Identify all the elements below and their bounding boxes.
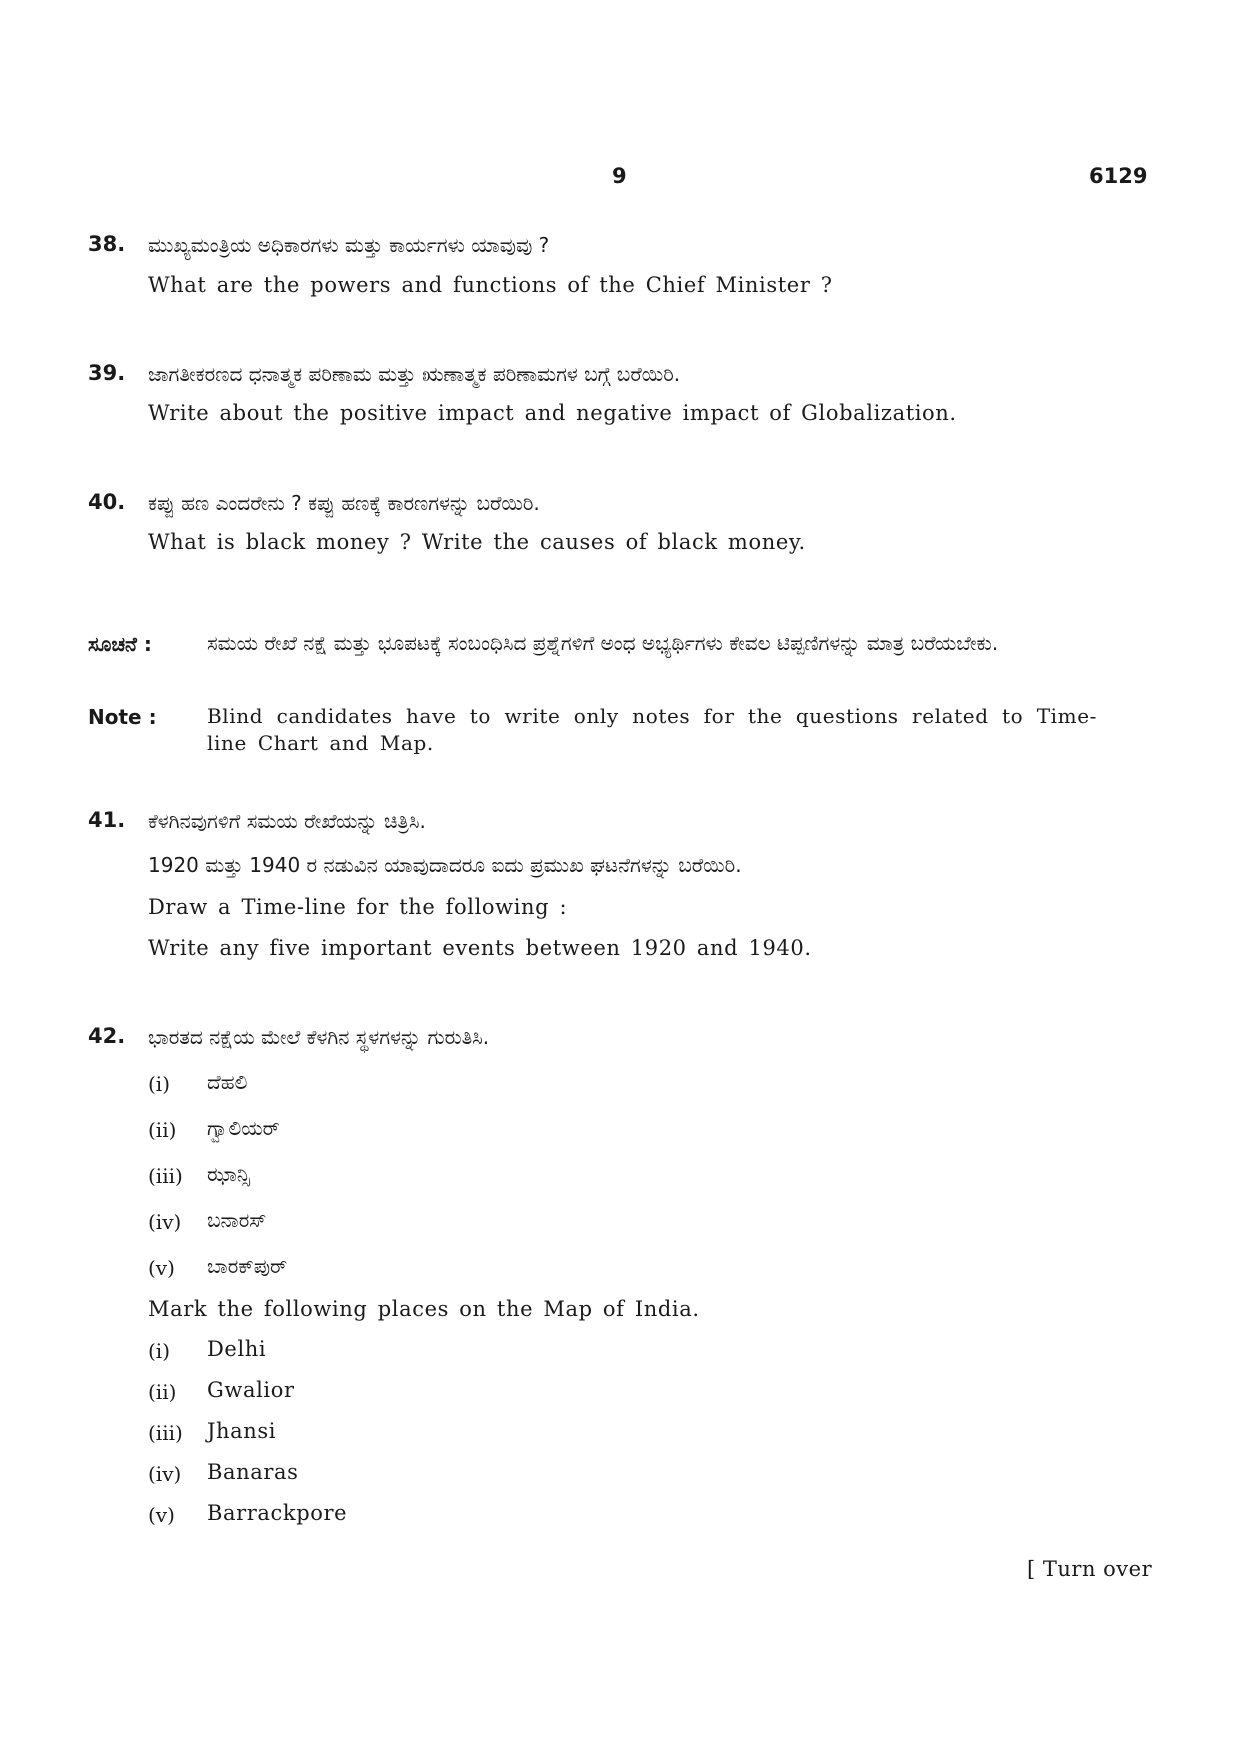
question-41-english-task: Write any five important events between 1920 and 1940. xyxy=(148,936,812,960)
english-place-item: Barrackpore xyxy=(207,1501,348,1525)
kannada-item-marker: (ii) xyxy=(148,1118,177,1142)
english-place-item: Jhansi xyxy=(207,1419,277,1443)
page-number: 9 xyxy=(612,164,627,188)
question-number-42: 42. xyxy=(88,1024,126,1048)
kannada-item-marker: (v) xyxy=(148,1256,175,1280)
english-place-item: Gwalior xyxy=(207,1378,295,1402)
english-place-item: Delhi xyxy=(207,1337,267,1361)
english-note-label: Note : xyxy=(88,705,157,729)
english-item-marker: (ii) xyxy=(148,1380,177,1404)
question-39-kannada: ಜಾಗತೀಕರಣದ ಧನಾತ್ಮಕ ಪರಿಣಾಮ ಮತ್ತು ಋಣಾತ್ಮಕ ಪರಿಣಾಮಗಳ ಬಗ್ಗೆ ಬರೆಯಿರಿ. xyxy=(148,362,681,386)
english-note-text: Blind candidates have to write only notes for the questions related to Time-line Chart and Map. xyxy=(207,704,1097,755)
question-number-39: 39. xyxy=(88,361,126,385)
paper-code: 6129 xyxy=(1089,164,1148,188)
question-number-41: 41. xyxy=(88,808,126,832)
kannada-item-marker: (iii) xyxy=(148,1164,183,1188)
kannada-place-item: ಗ್ವಾಲಿಯರ್ xyxy=(207,1116,280,1140)
kannada-place-item: ಝಾನ್ಸಿ xyxy=(207,1162,250,1186)
english-place-item: Banaras xyxy=(207,1460,299,1484)
question-42-english-heading: Mark the following places on the Map of India. xyxy=(148,1297,700,1321)
english-item-marker: (iii) xyxy=(148,1421,183,1445)
english-item-marker: (v) xyxy=(148,1503,175,1527)
kannada-place-item: ಬಾರಕ್‌ಪುರ್ xyxy=(207,1254,288,1278)
question-41-kannada-instruction: ಕೆಳಗಿನವುಗಳಿಗೆ ಸಮಯ ರೇಖೆಯನ್ನು ಚಿತ್ರಿಸಿ. xyxy=(148,809,426,833)
kannada-item-marker: (iv) xyxy=(148,1210,182,1234)
question-38-kannada: ಮುಖ್ಯಮಂತ್ರಿಯ ಅಧಿಕಾರಗಳು ಮತ್ತು ಕಾರ್ಯಗಳು ಯಾವುವು ? xyxy=(148,233,550,257)
kannada-note-text: ಸಮಯ ರೇಖೆ ನಕ್ಷೆ ಮತ್ತು ಭೂಪಟಕ್ಕೆ ಸಂಬಂಧಿಸಿದ ಪ್ರಶ್ನೆಗಳಿಗೆ ಅಂಧ ಅಭ್ಯರ್ಥಿಗಳು ಕೇವಲ ಟಿಪ್ಪಣಿಗಳನ್ನು ಮಾತ್ರ ಬರೆಯಬೇಕು. xyxy=(207,631,999,655)
question-41-english-instruction: Draw a Time-line for the following : xyxy=(148,895,568,919)
question-41-kannada-task: 1920 ಮತ್ತು 1940 ರ ನಡುವಿನ ಯಾವುದಾದರೂ ಐದು ಪ್ರಮುಖ ಘಟನೆಗಳನ್ನು ಬರೆಯಿರಿ. xyxy=(148,853,742,877)
question-40-kannada: ಕಪ್ಪು ಹಣ ಎಂದರೇನು ? ಕಪ್ಪು ಹಣಕ್ಕೆ ಕಾರಣಗಳನ್ನು ಬರೆಯಿರಿ. xyxy=(148,491,540,515)
question-42-kannada-heading: ಭಾರತದ ನಕ್ಷೆಯ ಮೇಲೆ ಕೆಳಗಿನ ಸ್ಥಳಗಳನ್ನು ಗುರುತಿಸಿ. xyxy=(148,1025,490,1049)
turn-over-label: [ Turn over xyxy=(1027,1557,1153,1581)
kannada-place-item: ದೆಹಲಿ xyxy=(207,1070,248,1094)
question-number-38: 38. xyxy=(88,232,126,256)
question-39-english: Write about the positive impact and negative impact of Globalization. xyxy=(148,401,957,425)
english-item-marker: (iv) xyxy=(148,1462,182,1486)
question-38-english: What are the powers and functions of the Chief Minister ? xyxy=(148,273,833,297)
kannada-note-label: ಸೂಚನೆ : xyxy=(88,632,152,656)
question-40-english: What is black money ? Write the causes of black money. xyxy=(148,530,806,554)
kannada-place-item: ಬನಾರಸ್ xyxy=(207,1208,267,1232)
question-number-40: 40. xyxy=(88,490,126,514)
english-item-marker: (i) xyxy=(148,1339,171,1363)
kannada-item-marker: (i) xyxy=(148,1072,171,1096)
